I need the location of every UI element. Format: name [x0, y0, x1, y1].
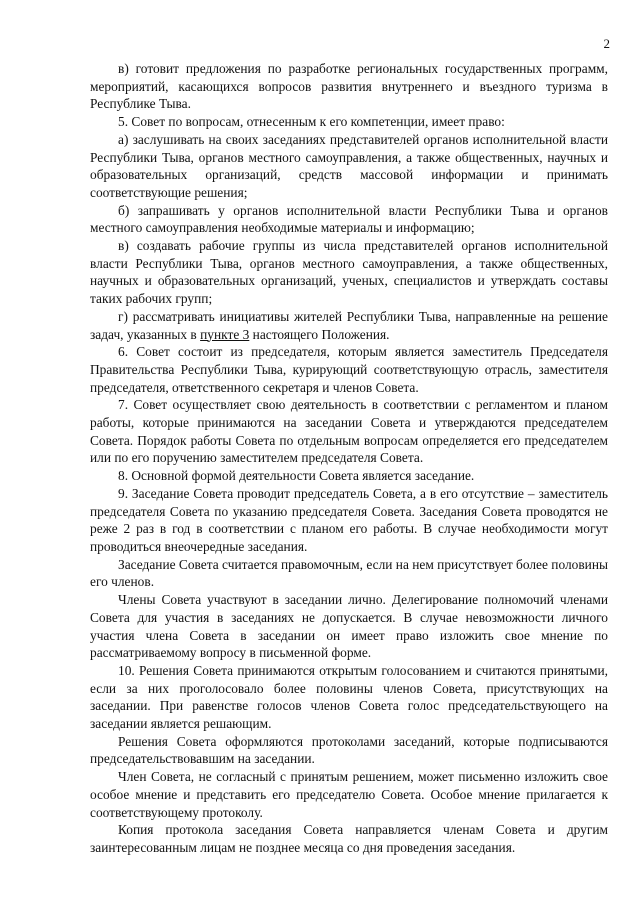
- paragraph-7: 7. Совет осуществляет свою деятельность в соответствии с регламентом и планом работы, которые принимаются на заседании Совета и утверждаются председателем Совета. Порядок работы Совета по отдельным вопросам определяется его председателем или по его поручению заместителем председателя Совета.: [90, 397, 608, 466]
- paragraph-5: 5. Совет по вопросам, отнесенным к его компетенции, имеет право:: [118, 114, 505, 130]
- paragraph-8: 8. Основной формой деятельности Совета является заседание.: [118, 468, 475, 484]
- paragraph-5v: в) создавать рабочие группы из числа представителей органов исполнительной власти Республики Тыва, органов местного самоуправления, а также общественных, научных и образовательных организаций, ученых, специалистов и утверждать составы таких рабочих групп;: [90, 238, 608, 307]
- paragraph-5g: [90, 308, 608, 343]
- paragraph-10: 10. Решения Совета принимаются открытым голосованием и считаются принятыми, если за них проголосовало более половины членов Совета, присутствующих на заседании. При равенстве голосов членов Совета голос председательствующего на заседании является решающим.: [90, 662, 608, 732]
- paragraph-9-personal-participation: Члены Совета участвуют в заседании лично. Делегирование полномочий членами Совета для участия в заседаниях не допускается. В случае невозможности личного участия члена Совета в заседании он имеет право изложить свое мнение по рассматриваемому вопросу в письменной форме.: [90, 592, 608, 661]
- paragraph-5g-text-before: г) рассматривать инициативы жителей Республики Тыва, направленные на решение задач, указанных в: [90, 308, 608, 342]
- point-3-link[interactable]: пункте 3: [200, 326, 250, 342]
- paragraph-5b: б) запрашивать у органов исполнительной власти Республики Тыва и органов местного самоуправления необходимые материалы и информацию;: [90, 202, 608, 236]
- paragraph-3v: в) готовит предложения по разработке региональных государственных программ, мероприятий, касающихся вопросов развития внутреннего и въездного туризма в Республике Тыва.: [90, 61, 608, 112]
- paragraph-9-quorum: Заседание Совета считается правомочным, если на нем присутствует более половины его членов.: [90, 556, 608, 590]
- paragraph-5a: а) заслушивать на своих заседаниях представителей органов исполнительной власти Республики Тыва, органов местного самоуправления, а также общественных, научных и образовательных организаций, средств массовой информации и принимать соответствующие решения;: [90, 131, 608, 200]
- document-body: [90, 60, 608, 857]
- paragraph-10-dissent: Член Совета, не согласный с принятым решением, может письменно изложить свое особое мнение и представить его председателю Совета. Особое мнение прилагается к соответствующему протоколу.: [90, 769, 608, 820]
- paragraph-6: 6. Совет состоит из председателя, которым является заместитель Председателя Правительства Республики Тыва, курирующий соответствующую отрасль, заместителя председателя, ответственного секретаря и членов Совета.: [90, 344, 608, 395]
- paragraph-9: 9. Заседание Совета проводит председатель Совета, а в его отсутствие – заместитель председателя Совета по указанию председателя Совета. Заседания Совета проводятся не реже 2 раз в год в соответствии с планом его работы. В случае необходимости могут проводиться внеочередные заседания.: [90, 485, 608, 554]
- paragraph-5g-text-after: настоящего Положения.: [249, 326, 390, 342]
- paragraph-10-protocols: Решения Совета оформляются протоколами заседаний, которые подписываются председательствовавшим на заседании.: [90, 733, 608, 767]
- page-number: 2: [603, 36, 610, 51]
- paragraph-10-protocol-copy: Копия протокола заседания Совета направляется членам Совета и другим заинтересованным лицам не позднее месяца со дня проведения заседания.: [90, 822, 608, 855]
